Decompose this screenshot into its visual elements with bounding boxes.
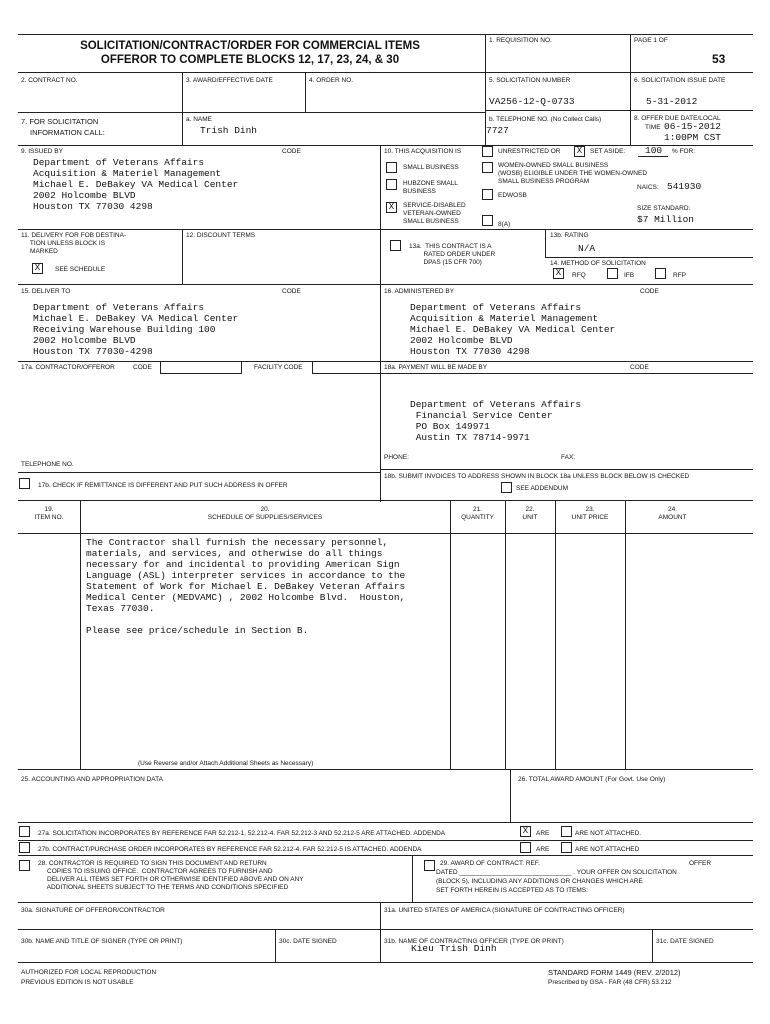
block27a-checkbox[interactable] [19,826,30,837]
col-sched-24 [625,500,626,769]
col-block11-right [182,229,183,284]
footer-left-line2: PREVIOUS EDITION IS NOT USABLE [21,979,134,986]
row27b-top [18,840,753,841]
block17a-label: 17a. CONTRACTOR/OFFEROR [21,364,115,371]
unrestricted-checkbox[interactable] [482,146,493,157]
see-addendum-label: SEE ADDENDUM [516,485,569,492]
col20-header: 20. SCHEDULE OF SUPPLIES/SERVICES [207,506,323,521]
set-aside-label: SET ASIDE: [590,148,626,155]
block8-due-label: 8. OFFER DUE DATE/LOCAL [634,115,721,122]
footer-left-line1: AUTHORIZED FOR LOCAL REPRODUCTION [21,969,157,976]
small-business-label: SMALL BUSINESS [403,164,459,171]
block27b-are-label: ARE [536,846,550,853]
block7-label-line2: INFORMATION CALL: [30,128,105,137]
col-sched-19 [80,500,81,769]
fax-label: FAX: [561,454,576,461]
block30b-label: 30b. NAME AND TITLE OF SIGNER (TYPE OR PRINT) [21,938,183,945]
edwosb-label: EDWOSB [498,192,527,199]
sdvosb-checkbox[interactable]: X [386,202,397,213]
block27a-are-checkbox[interactable]: X [520,826,531,837]
col-block30-right [380,902,381,962]
block29-line2: DATED _______________________________ . YOUR OFFER ON SOLICITATION [436,869,677,876]
block17a-facility-box[interactable] [312,361,381,374]
row17-top [18,361,753,362]
block27a-label: 27a. SOLICITATION INCORPORATES BY REFERENCE FAR 52.212-1, 52.212-4. FAR 52.212-3 AND 52.212-5 ARE ATTACHED. ADDENDA [38,830,446,837]
col23-header: 23. UNIT PRICE [571,506,609,521]
set-aside-percent: 100 [645,145,663,156]
col-row7-name [182,112,183,145]
col-block26 [510,769,511,822]
col-header-page [630,34,631,72]
row11-top [18,229,753,230]
col-sched-22 [505,500,506,769]
eight-a-label: 8(A) [498,221,511,228]
block15-code-label: CODE [282,288,301,295]
col-row2-award [182,72,183,112]
block18a-label: 18a. PAYMENT WILL BE MADE BY [384,364,488,371]
edwosb-checkbox[interactable] [482,189,493,200]
col-sched-23 [555,500,556,769]
block13b-value: N/A [578,243,596,254]
sdvosb-label: SERVICE-DISABLED VETERAN-OWNED SMALL BUSINESS [403,202,466,225]
row15-top [18,284,753,285]
block7-label-line1: 7. FOR SOLICITATION [21,117,99,126]
block29-checkbox[interactable] [424,860,435,871]
remittance-checkbox[interactable] [19,478,30,489]
block27b-label: 27b. CONTRACT/PURCHASE ORDER INCORPORATES BY REFERENCE FAR 52.212-4. FAR 52.212-5 IS ATTACHED. ADDENDA [38,846,422,853]
form-top-border [18,34,753,35]
block27a-are-not-label: ARE NOT ATTACHED. [575,830,642,837]
block30c-label: 30c. DATE SIGNED [279,938,337,945]
solicitation-date-value: 5-31-2012 [646,96,698,107]
col21-header: 21. QUANTITY [461,506,494,521]
block28-checkbox[interactable] [19,860,30,871]
row7-top [18,112,485,113]
block30a-label: 30a. SIGNATURE OF OFFEROR/CONTRACTOR [21,907,165,914]
block8-time-label: TIME [645,124,661,131]
row5-mid [485,110,753,111]
schedule-top [18,500,753,501]
block8-due-time: 1:00PM CST [664,132,722,143]
col-row2-soldate [630,72,631,145]
footer-right-line2: Prescribed by GSA - FAR (48 CFR) 53.212 [548,979,672,986]
page-label: PAGE 1 OF [634,37,668,44]
block9-code-label: CODE [282,148,301,155]
form-title-line2: OFFEROR TO COMPLETE BLOCKS 12, 17, 23, 24, & 30 [100,54,400,66]
see-schedule-label: SEE SCHEDULE [55,266,106,273]
block17a-code-box[interactable] [160,361,242,374]
block17a-facility-label: FACILITY CODE [254,364,303,371]
schedule-bottom [18,769,753,770]
col-block28-right [412,855,413,902]
contracting-officer-signature-field[interactable] [382,916,750,928]
col19-header: 19. ITEM NO. [34,506,64,521]
block18a-address: Department of Veterans Affairs Financial Service Center PO Box 149971 Austin TX 78714-9971 [410,399,582,443]
row30b-top [18,929,753,930]
set-aside-checkbox[interactable]: X [574,146,585,157]
block28-text: 28. CONTRACTOR IS REQUIRED TO SIGN THIS DOCUMENT AND RETURN COPIES TO ISSUING OFFICE. CONTRACTOR AGREES TO FURNISH AND DELIVER ALL ITEMS SET FORTH OR OTHERWISE IDENTIFIED ABOVE AND ON ANY ADDITIONAL SHEETS SUBJECT TO THE TERMS AND CONDITIONS SPECIFIED [38,860,304,891]
rfq-checkbox[interactable]: X [553,268,564,279]
row2-top [18,72,753,73]
rfq-label: RFQ [572,272,586,279]
block13b-label: 13b. RATING [550,232,589,239]
block15-label: 15. DELIVER TO [21,288,71,295]
block17b-label: 17b. CHECK IF REMITTANCE IS DIFFERENT AND PUT SUCH ADDRESS IN OFFER [38,482,288,489]
percent-for-label: % FOR: [672,148,696,155]
small-business-checkbox[interactable] [386,162,397,173]
col24-header: 24. AMOUNT [658,506,687,521]
see-addendum-checkbox[interactable] [501,482,512,493]
form-title-line1: SOLICITATION/CONTRACT/ORDER FOR COMMERCIAL ITEMS [80,40,420,52]
block9-issued-by-label: 9. ISSUED BY [21,148,63,155]
block31c-label: 31c. DATE SIGNED [656,938,714,945]
naics-label: NAICS: [637,184,659,191]
solicitation-number-value: VA256-12-Q-0733 [489,96,575,107]
unrestricted-label: UNRESTRICTED OR [498,148,561,155]
row18b-top [380,469,753,470]
page-total: 53 [712,52,726,66]
block29-line4: SET FORTH HEREIN IS ACCEPTED AS TO ITEMS: [436,887,588,894]
block16-address: Department of Veterans Affairs Acquisition & Materiel Management Michael E. DeBakey VA Medical Center 2002 Holcombe BLVD Houston TX 77030 4298 [410,302,616,357]
block16-label: 16. ADMINISTERED BY [384,288,455,295]
solicitation-date-label: 6. SOLICITATION ISSUE DATE [634,77,726,84]
block17a-code-label: CODE [133,364,152,371]
col-row2-order [305,72,306,112]
block31b-label: 31b. NAME OF CONTRACTING OFFICER (TYPE OR PRINT) [384,938,564,945]
block7b-phone-value: 7727 [486,125,509,136]
naics-value: 541930 [667,181,702,192]
row17b-top [18,472,380,473]
schedule-footnote: (Use Reverse and/or Attach Additional Sheets as Necessary) [138,760,314,767]
eight-a-checkbox[interactable] [482,215,493,226]
block25-label: 25. ACCOUNTING AND APPROPRIATION DATA [21,776,163,783]
wosb-label: WOMEN-OWNED SMALL BUSINESS (WOSB) ELIGIBLE UNDER THE WOMEN-OWNED SMALL BUSINESS PROGRAM [498,162,648,185]
block11-label: 11. DELIVERY FOR FOB DESTINA- TION UNLESS BLOCK IS MARKED [21,232,127,255]
size-standard-label: SIZE STANDARD: [637,205,691,212]
block18a-code-label: CODE [630,364,649,371]
col-sched-21 [450,500,451,769]
row27-top [18,822,753,823]
block31a-label: 31a. UNITED STATES OF AMERICA (SIGNATURE OF CONTRACTING OFFICER) [384,907,625,914]
block8-due-date: 06-15-2012 [664,121,722,132]
block14-label: 14. METHOD OF SOLICITATION [550,260,646,267]
block29-line1: 29. AWARD OF CONTRACT: REF. [440,860,540,867]
block27b-checkbox[interactable] [19,842,30,853]
award-date-label: 3. AWARD/EFFECTIVE DATE [186,77,273,84]
col-block9-right [380,145,381,502]
phone-label: PHONE: [384,454,409,461]
block16-code-label: CODE [640,288,659,295]
hubzone-label: HUBZONE SMALL BUSINESS [403,180,458,195]
schedule-description: The Contractor shall furnish the necessary personnel, materials, and services, and otherwise do all things necessary for and incidental to providing American Sign Language (ASL) interpreter services in accordance to the Statement of Work for Michael E. DeBakey Veteran Affairs Medical Center (MEDVAMC) , 2002 Holcombe Blvd. Houston, Texas 77030. [86,537,406,614]
block27b-are-not-label: ARE NOT ATTACHED [575,846,640,853]
block29-offer: OFFER [689,860,712,867]
col-block30c [275,929,276,962]
col-block13b [545,229,546,257]
form-bottom-border [18,962,753,963]
schedule-note: Please see price/schedule in Section B. [86,625,309,636]
size-standard-value: $7 Million [637,214,695,225]
rated-order-checkbox[interactable] [390,240,401,251]
schedule-header-bottom [18,533,753,534]
ifb-checkbox[interactable] [607,268,618,279]
block7a-name-value: Trish Dinh [200,125,258,136]
col22-header: 22. UNIT [522,506,538,521]
rfp-label: RFP [673,272,686,279]
telephone-label: TELEPHONE NO. [21,461,74,468]
block18a-code-box [380,373,753,374]
col-block31c [652,929,653,962]
block31b-value: Kieu Trish Dinh [411,943,497,954]
block7b-phone-label: b. TELEPHONE NO. (No Collect Calls) [489,116,602,123]
block7a-name-label: a. NAME [186,116,213,123]
block13a-label: 13a. THIS CONTRACT IS A RATED ORDER UNDER DPAS (15 CFR 700) [409,243,496,266]
block27b-are-not-checkbox[interactable] [561,842,572,853]
hubzone-checkbox[interactable] [386,179,397,190]
order-no-label: 4. ORDER NO. [309,77,354,84]
rfp-checkbox[interactable] [655,268,666,279]
wosb-checkbox[interactable] [482,162,493,173]
block29-line3: (BLOCK 5), INCLUDING ANY ADDITIONS OR CHANGES WHICH ARE [436,878,643,885]
contract-no-label: 2. CONTRACT NO. [21,77,78,84]
percent-underline [638,156,668,157]
block27a-are-not-checkbox[interactable] [561,826,572,837]
footer-right-line1: STANDARD FORM 1449 (REV. 2/2012) [548,968,681,977]
ifb-label: IFB [624,272,635,279]
block9-address: Department of Veterans Affairs Acquisition & Materiel Management Michael E. DeBakey VA Medical Center 2002 Holcombe BLVD Houston TX 77030 4298 [33,157,239,212]
block10-label: 10. THIS ACQUISITION IS [384,148,462,155]
block27b-are-checkbox[interactable] [520,842,531,853]
block18b-label: 18b. SUBMIT INVOICES TO ADDRESS SHOWN IN BLOCK 18a UNLESS BLOCK BELOW IS CHECKED [384,473,690,480]
row9-top [18,145,753,146]
solicitation-number-label: 5. SOLICITATION NUMBER [489,77,571,84]
block27a-are-label: ARE [536,830,550,837]
block26-label: 26. TOTAL AWARD AMOUNT (For Govt. Use Only) [518,776,666,783]
offeror-signature-field[interactable] [19,916,377,928]
block12-label: 12. DISCOUNT TERMS [186,232,256,239]
row28-top [18,855,753,856]
row30-top [18,902,753,903]
block14-top-line [545,257,753,258]
block15-address: Department of Veterans Affairs Michael E. DeBakey VA Medical Center Receiving Warehouse Building 100 2002 Holcombe BLVD Houston TX 77030-4298 [33,302,239,357]
requisition-no-label: 1. REQUISITION NO. [489,37,552,44]
see-schedule-checkbox[interactable]: X [32,263,43,274]
